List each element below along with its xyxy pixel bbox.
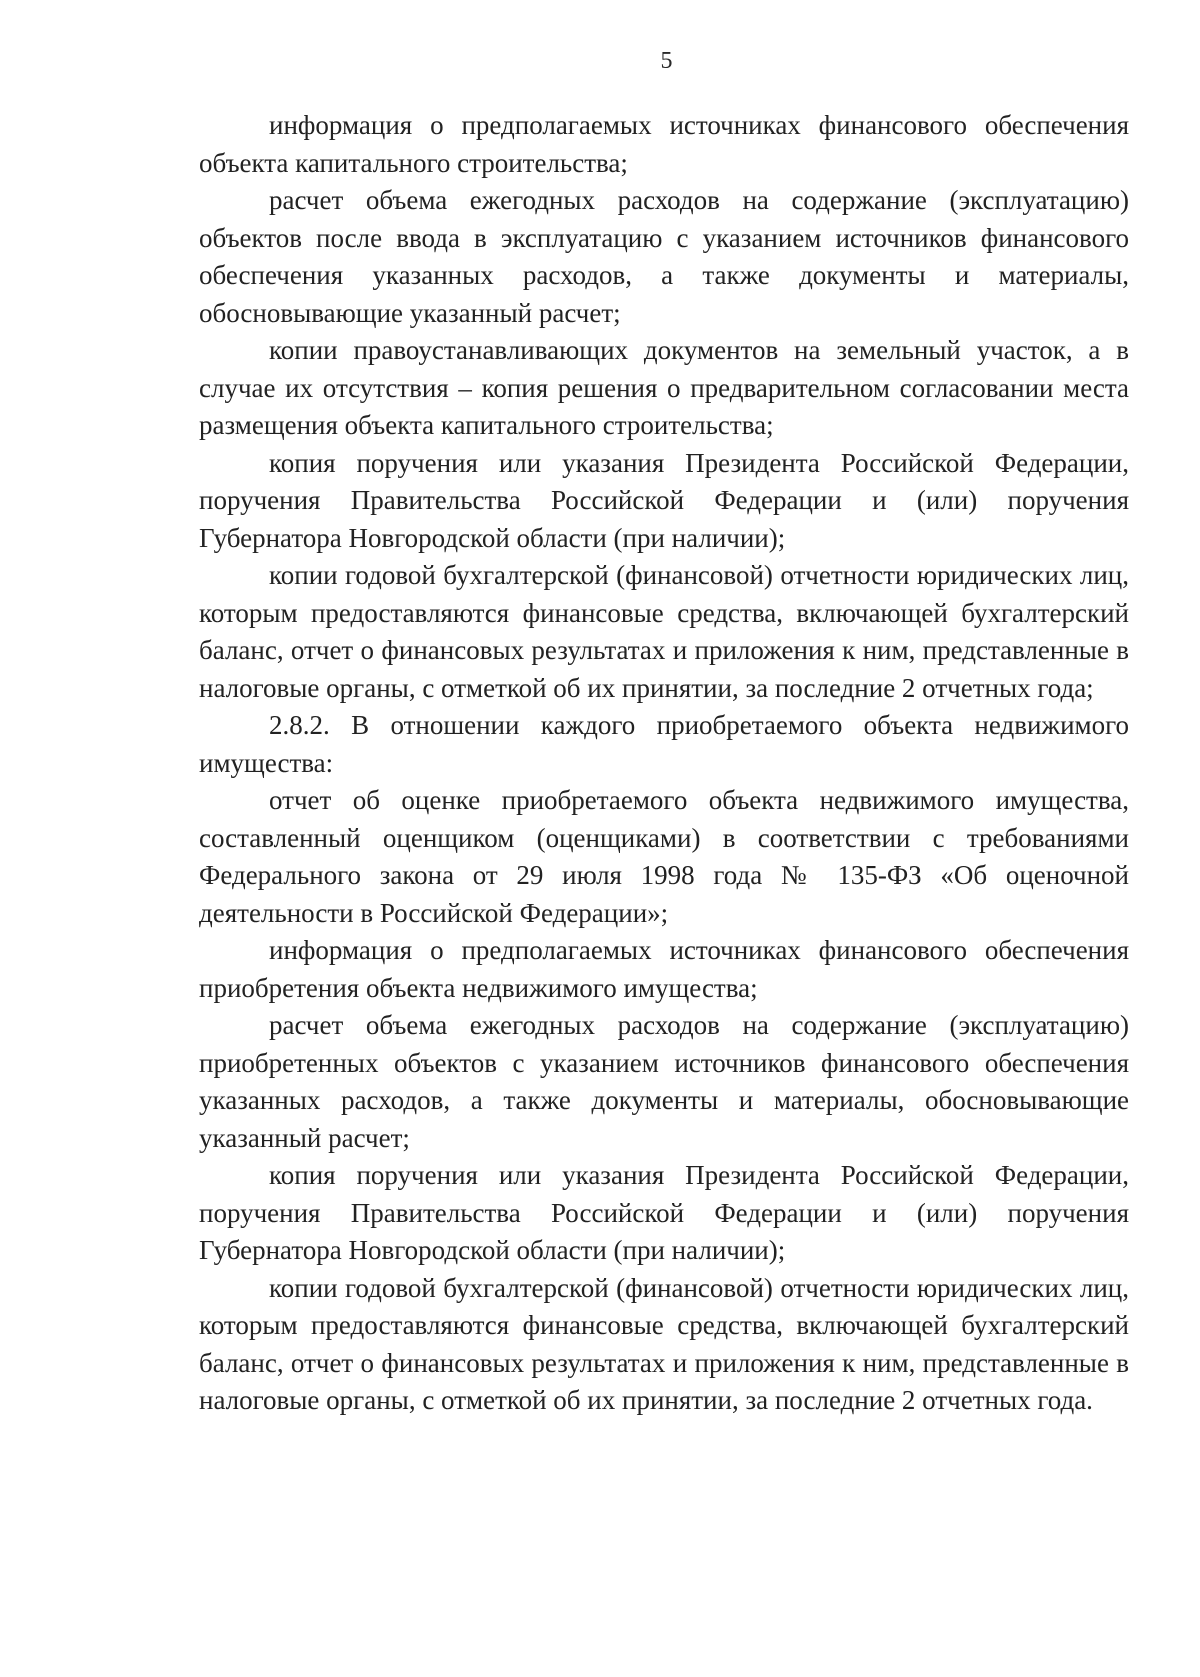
document-body [199,107,1129,1420]
paragraph-annual-reports: копии годовой бухгалтерской (финансовой) отчетности юридических лиц, которым предоставляются финансовые средства, включающей бухгалтерский баланс, отчет о финансовых результатах и приложения к ним, представленные в налоговые органы, с отметкой об их принятии, за последние 2 отчетных года; [199,560,1129,703]
paragraph-acquisition-financing: информация о предполагаемых источниках финансового обеспечения приобретения объекта недвижимого имущества; [199,935,1129,1003]
page-number: 5 [660,48,673,74]
paragraph-financing-sources: информация о предполагаемых источниках финансового обеспечения объекта капитального строительства; [199,110,1129,178]
paragraph-president-order-2: копия поручения или указания Президента Российской Федерации, поручения Правительства Российской Федерации и (или) поручения Губернатора Новгородской области (при наличии); [199,1160,1129,1265]
paragraph-annual-reports-2: копии годовой бухгалтерской (финансовой) отчетности юридических лиц, которым предоставляются финансовые средства, включающей бухгалтерский баланс, отчет о финансовых результатах и приложения к ним, представленные в налоговые органы, с отметкой об их принятии, за последние 2 отчетных года. [199,1272,1129,1415]
paragraph-president-order: копия поручения или указания Президента Российской Федерации, поручения Правительства Российской Федерации и (или) поручения Губернатора Новгородской области (при наличии); [199,447,1129,553]
paragraph-valuation-report: отчет об оценке приобретаемого объекта недвижимого имущества, составленный оценщиком (оценщиками) в соответствии с требованиями Федерального закона от 29 июля 1998 года № 135-ФЗ «Об оценочной деятельности в Российской Федерации»; [199,785,1129,928]
paragraph-acquired-maintenance: расчет объема ежегодных расходов на содержание (эксплуатацию) приобретенных объектов с указанием источников финансового обеспечения указанных расходов, а также документы и материалы, обосновывающие указанный расчет; [199,1010,1129,1153]
paragraph-maintenance-costs: расчет объема ежегодных расходов на содержание (эксплуатацию) объектов после ввода в эксплуатацию с указанием источников финансового обеспечения указанных расходов, а также документы и материалы, обосновывающие указанный расчет; [199,185,1129,328]
paragraph-section-2-8-2: 2.8.2. В отношении каждого приобретаемого объекта недвижимого имущества: [199,710,1129,778]
paragraph-land-documents: копии правоустанавливающих документов на земельный участок, а в случае их отсутствия – копия решения о предварительном согласовании места размещения объекта капитального строительства; [199,335,1129,440]
